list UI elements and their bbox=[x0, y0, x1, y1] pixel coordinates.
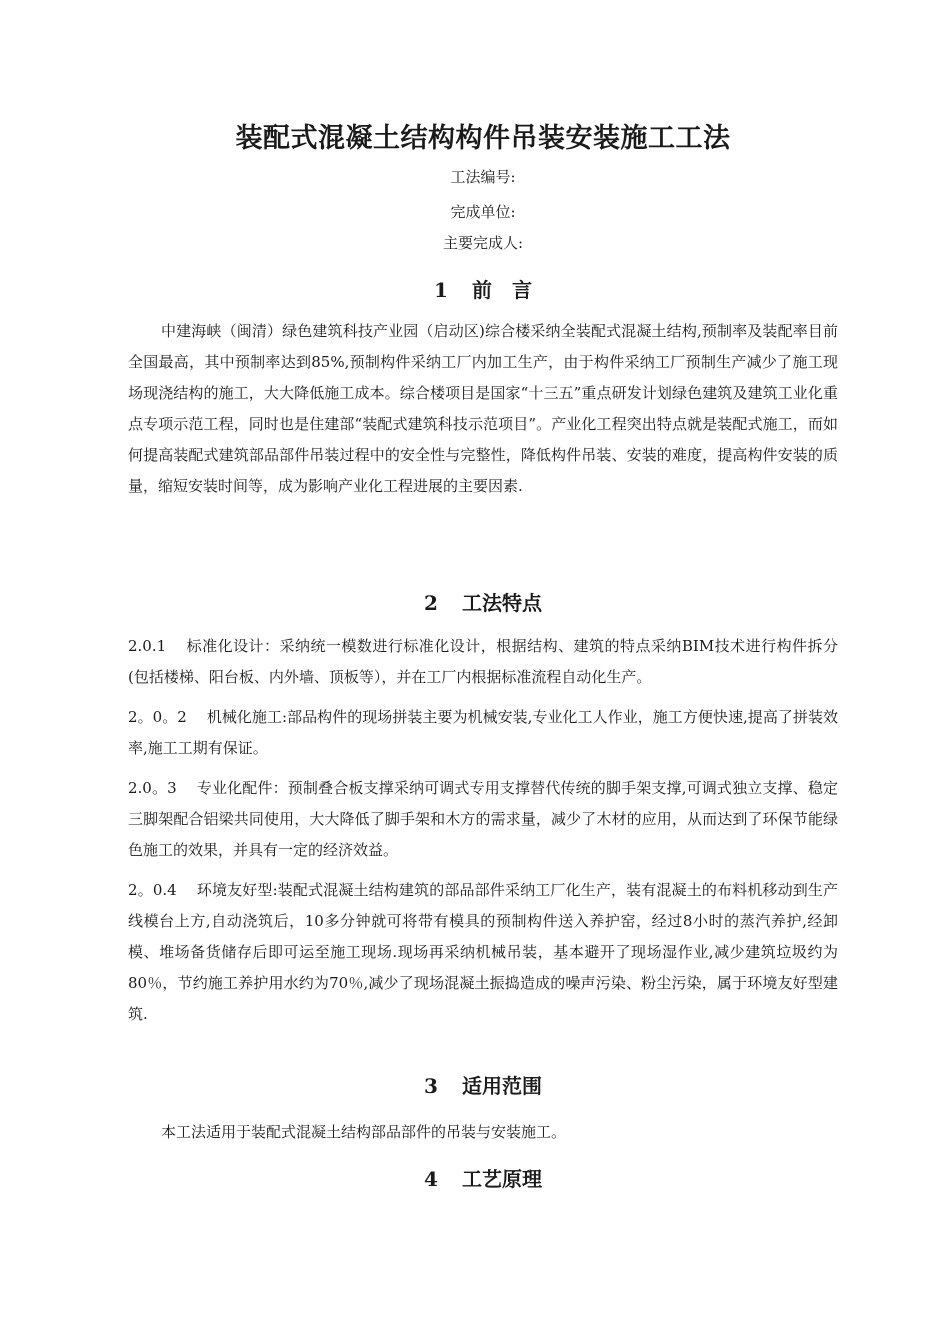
section-heading-principle bbox=[128, 1163, 838, 1192]
section-heading-scope bbox=[128, 1070, 838, 1099]
feature-text: 标准化设计：采纳统一模数进行标准化设计，根据结构、建筑的特点采纳BIM技术进行构件拆分(包括楼梯、阳台板、内外墙、顶板等），并在工厂内根据标准流程自动化生产。 bbox=[128, 637, 838, 686]
section-title: 适用范围 bbox=[461, 1074, 542, 1098]
feature-text: 专业化配件：预制叠合板支撑采纳可调式专用支撑替代传统的脚手架支撑,可调式独立支撑、稳定三脚架配合铝梁共同使用，大大降低了脚手架和木方的需求量，减少了木材的应用，从而达到了环保节能绿色施工的效果，并具有一定的经济效益。 bbox=[128, 779, 838, 859]
preface-paragraph: 中建海峡（闽清）绿色建筑科技产业园（启动区)综合楼采纳全装配式混凝土结构,预制率及装配率目前全国最高，其中预制率达到85%,预制构件采纳工厂内加工生产，由于构件采纳工厂预制生产减少了施工现场现浇结构的施工，大大降低施工成本。综合楼项目是国家“十三五”重点研发计划绿色建筑及建筑工业化重点专项示范工程，同时也是住建部“装配式建筑科技示范项目”。产业化工程突出特点就是装配式施工，而如何提高装配式建筑部品部件吊装过程中的安全性与完整性，降低构件吊装、安装的难度，提高构件安装的质量，缩短安装时间等，成为影响产业化工程进展的主要因素. bbox=[128, 322, 838, 495]
main-authors-label: 主要完成人: bbox=[442, 234, 524, 252]
scope-paragraph: 本工法适用于装配式混凝土结构部品部件的吊装与安装施工。 bbox=[161, 1123, 567, 1141]
document-title: 装配式混凝土结构构件吊装安装施工工法 bbox=[235, 123, 731, 154]
feature-number: 2.0。3 bbox=[128, 779, 177, 797]
feature-text: 环境友好型:装配式混凝土结构建筑的部品部件采纳工厂化生产，装有混凝土的布料机移动到生产线模台上方,自动浇筑后，10多分钟就可将带有模具的预制构件送入养护窑，经过8小时的蒸汽养护,经卸模、堆场备货储存后即可运至施工现场.现场再采纳机械吊装，基本避开了现场湿作业,减少建筑垃圾约为80％，节约施工养护用水约为70％,减少了现场混凝土振捣造成的噪声污染、粉尘污染，属于环境友好型建筑. bbox=[128, 881, 839, 1023]
section-number: 3 bbox=[424, 1074, 438, 1098]
feature-number: 2。0.4 bbox=[128, 881, 177, 899]
section-number: 4 bbox=[424, 1167, 438, 1191]
section-number: 2 bbox=[424, 591, 438, 615]
feature-number: 2.0.1 bbox=[128, 637, 167, 655]
feature-text: 机械化施工:部品构件的现场拼装主要为机械安装,专业化工人作业，施工方便快速,提高了拼装效率,施工工期有保证。 bbox=[128, 708, 838, 757]
section-number: 1 bbox=[434, 278, 448, 302]
method-code-label: 工法编号: bbox=[450, 168, 516, 186]
feature-item bbox=[128, 875, 838, 1030]
feature-item bbox=[128, 702, 838, 764]
completion-unit-label: 完成单位: bbox=[450, 203, 516, 221]
feature-item bbox=[128, 773, 838, 866]
section-title: 工艺原理 bbox=[461, 1167, 542, 1191]
feature-item bbox=[128, 631, 838, 693]
section-title: 前 言 bbox=[471, 278, 532, 302]
feature-number: 2。0。2 bbox=[128, 708, 187, 726]
section-heading-features bbox=[128, 587, 838, 616]
section-heading-preface bbox=[128, 274, 838, 303]
section-title: 工法特点 bbox=[461, 591, 542, 615]
